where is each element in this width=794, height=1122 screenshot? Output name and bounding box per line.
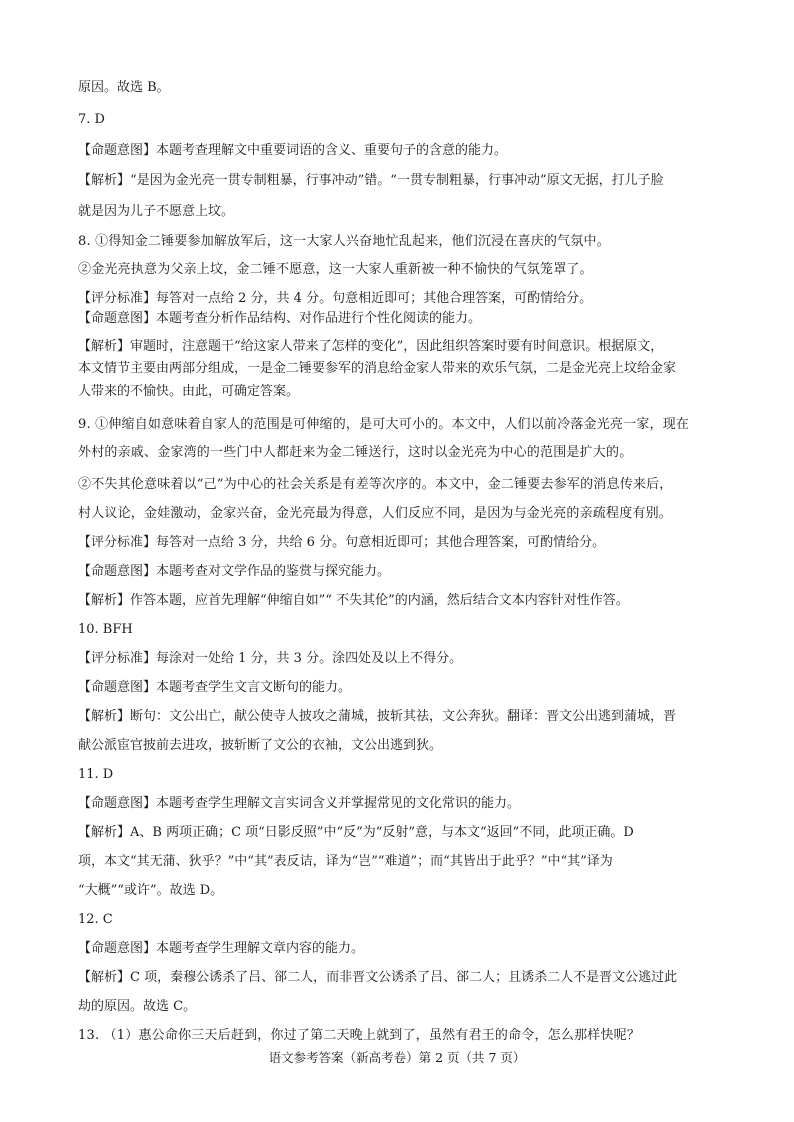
question-12-answer: 12. C bbox=[78, 912, 113, 927]
text-line: 人带来的不愉快。由此，可确定答案。 bbox=[78, 384, 300, 399]
question-13-answer: 13. （1）惠公命你三天后赶到，你过了第二天晚上就到了，虽然有君王的命令，怎么那样快呢？ bbox=[78, 1028, 641, 1043]
text-line: 【命题意图】本题考查学生文言文断句的能力。 bbox=[78, 680, 352, 695]
text-line: 【解析】“是因为金光亮一贯专制粗暴，行事冲动”错。“一贯专制粗暴，行事冲动”原文无据，打儿子脸 bbox=[78, 173, 664, 188]
text-line: 【命题意图】本题考查学生理解文言实词含义并掌握常见的文化常识的能力。 bbox=[78, 796, 521, 811]
text-line: “大概”“或许”。故选 D。 bbox=[78, 883, 224, 898]
page-footer: 语文参考答案（新高考卷）第 2 页（共 7 页） bbox=[268, 1050, 526, 1065]
text-line: 原因。故选 B。 bbox=[78, 80, 170, 95]
text-line: 村人议论，金娃激动，金家兴奋，金光亮最为得意，人们反应不同，是因为与金光亮的亲疏程度有别。 bbox=[78, 506, 673, 521]
text-line: 【评分标准】每答对一点给 2 分，共 4 分。句意相近即可；其他合理答案，可酌情给分。 bbox=[78, 291, 593, 306]
text-line: 【命题意图】本题考查分析作品结构、对作品进行个性化阅读的能力。 bbox=[78, 311, 482, 326]
text-line: 【解析】C 项，秦穆公诱杀了吕、郤二人，而非晋文公诱杀了吕、郤二人；且诱杀二人不是晋文公逃过此 bbox=[78, 970, 678, 985]
text-line: 就是因为儿子不愿意上坟。 bbox=[78, 204, 235, 219]
question-10-answer: 10. BFH bbox=[78, 622, 133, 637]
text-line: 【解析】审题时，注意题干“给这家人带来了怎样的变化”，因此组织答案时要有时间意识。根据原文， bbox=[78, 339, 664, 354]
text-line: 【评分标准】每涂对一处给 1 分，共 3 分。涂四处及以上不得分。 bbox=[78, 651, 463, 666]
text-line: 献公派宦官披前去进攻，披斩断了文公的衣袖，文公出逃到狄。 bbox=[78, 738, 443, 753]
text-line: 【解析】作答本题，应首先理解“伸缩自如”“ 不失其伦”的内涵，然后结合文本内容针对性作答。 bbox=[78, 593, 629, 608]
question-7-answer: 7. D bbox=[78, 112, 105, 127]
text-line: 【命题意图】本题考查理解文中重要词语的含义、重要句子的含意的能力。 bbox=[78, 143, 508, 158]
text-line: 【命题意图】本题考查学生理解文章内容的能力。 bbox=[78, 941, 365, 956]
text-line: 项，本文“其无蒲、狄乎？”中“其”表反诘，译为“岂”“难道”；而“其皆出于此乎？”中“其”译为 bbox=[78, 854, 613, 869]
text-line: 劫的原因。故选 C。 bbox=[78, 999, 197, 1014]
text-line: ②不失其伦意味着以“己”为中心的社会关系是有差等次序的。本文中，金二锤要去参军的消息传来后， bbox=[78, 477, 673, 492]
text-line: 【命题意图】本题考查对文学作品的鉴赏与探究能力。 bbox=[78, 564, 391, 579]
text-line: 外村的亲戚、金家湾的一些门中人都赶来为金二锤送行，这时以金光亮为中心的范围是扩大的。 bbox=[78, 445, 633, 460]
question-11-answer: 11. D bbox=[78, 767, 114, 782]
text-line: 【解析】断句：文公出亡，献公使寺人披攻之蒲城，披斩其祛，文公奔狄。翻译：晋文公出逃到蒲城，晋 bbox=[78, 709, 677, 724]
question-9-answer: 9. ①伸缩自如意味着自家人的范围是可伸缩的，是可大可小的。本文中，人们以前冷落金光亮一家，现在 bbox=[78, 417, 690, 432]
text-line: 本文情节主要由两部分组成，一是金二锤要参军的消息给金家人带来的欢乐气氛，二是金光亮上坟给金家 bbox=[78, 361, 677, 376]
question-8-answer: 8. ①得知金二锤要参加解放军后，这一大家人兴奋地忙乱起来，他们沉浸在喜庆的气氛中。 bbox=[78, 234, 610, 249]
text-line: 【解析】A、B 两项正确；C 项“日影反照”中“反”为“反射”意，与本文“返回”不同，此项正确。D bbox=[78, 825, 634, 840]
text-line: ②金光亮执意为父亲上坟，金二锤不愿意，这一大家人重新被一种不愉快的气氛笼罩了。 bbox=[78, 262, 593, 277]
text-line: 【评分标准】每答对一点给 3 分，共给 6 分。句意相近即可；其他合理答案，可酌情给分。 bbox=[78, 535, 606, 550]
